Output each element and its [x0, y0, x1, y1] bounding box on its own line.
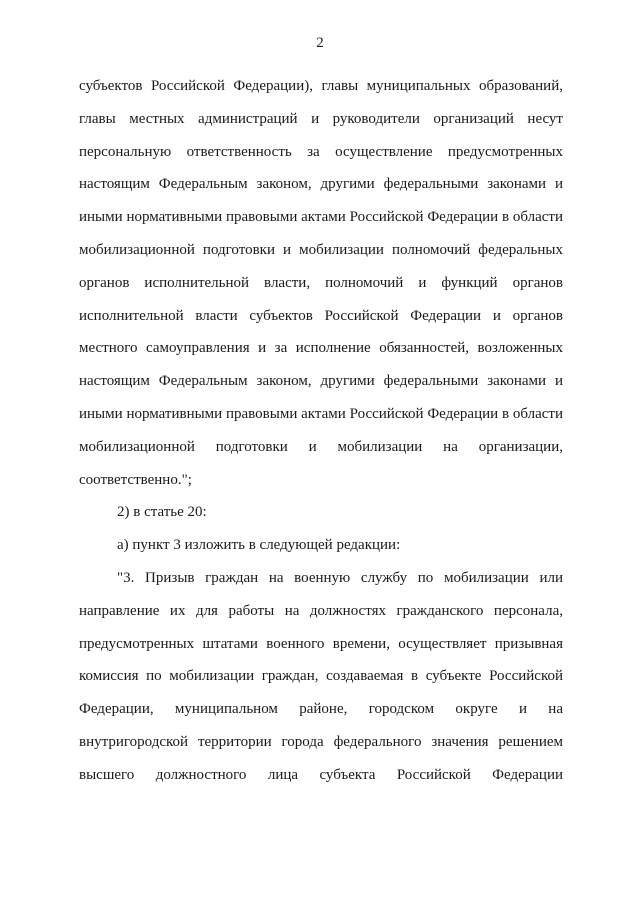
paragraph-responsibility: субъектов Российской Федерации), главы муниципальных образований, главы местных администраций и руководители организаций несут персональную ответственность за осуществление предусмотренных настоящим Федеральным законом, другими федеральными законами и иными нормативными правовыми актами Российской Федерации в области мобилизационной подготовки и мобилизации полномочий федеральных органов исполнительной власти, полномочий и функций органов исполнительной власти субъектов Российской Федерации и органов местного самоуправления и за исполнение обязанностей, возложенных настоящим Федеральным законом, другими федеральными законами и иными нормативными правовыми актами Российской Федерации в области мобилизационной подготовки и мобилизации на организации, соответственно."; [79, 78, 563, 488]
page-number: 2 [316, 35, 324, 51]
document-body [79, 70, 563, 792]
paragraph-article-20: 2) в статье 20: [117, 504, 207, 521]
paragraph-item-3-text: "3. Призыв граждан на военную службу по мобилизации или направление их для работы на должностях гражданского персонала, предусмотренных штатами военного времени, осуществляет призывная комиссия по мобилизации граждан, создаваемая в субъекте Российской Федерации, муниципальном районе, городском округе и на внутригородской территории города федерального значения решением высшего должностного лица субъекта Российской Федерации [79, 569, 563, 783]
paragraph-item-3-intro: а) пункт 3 изложить в следующей редакции: [117, 537, 401, 554]
